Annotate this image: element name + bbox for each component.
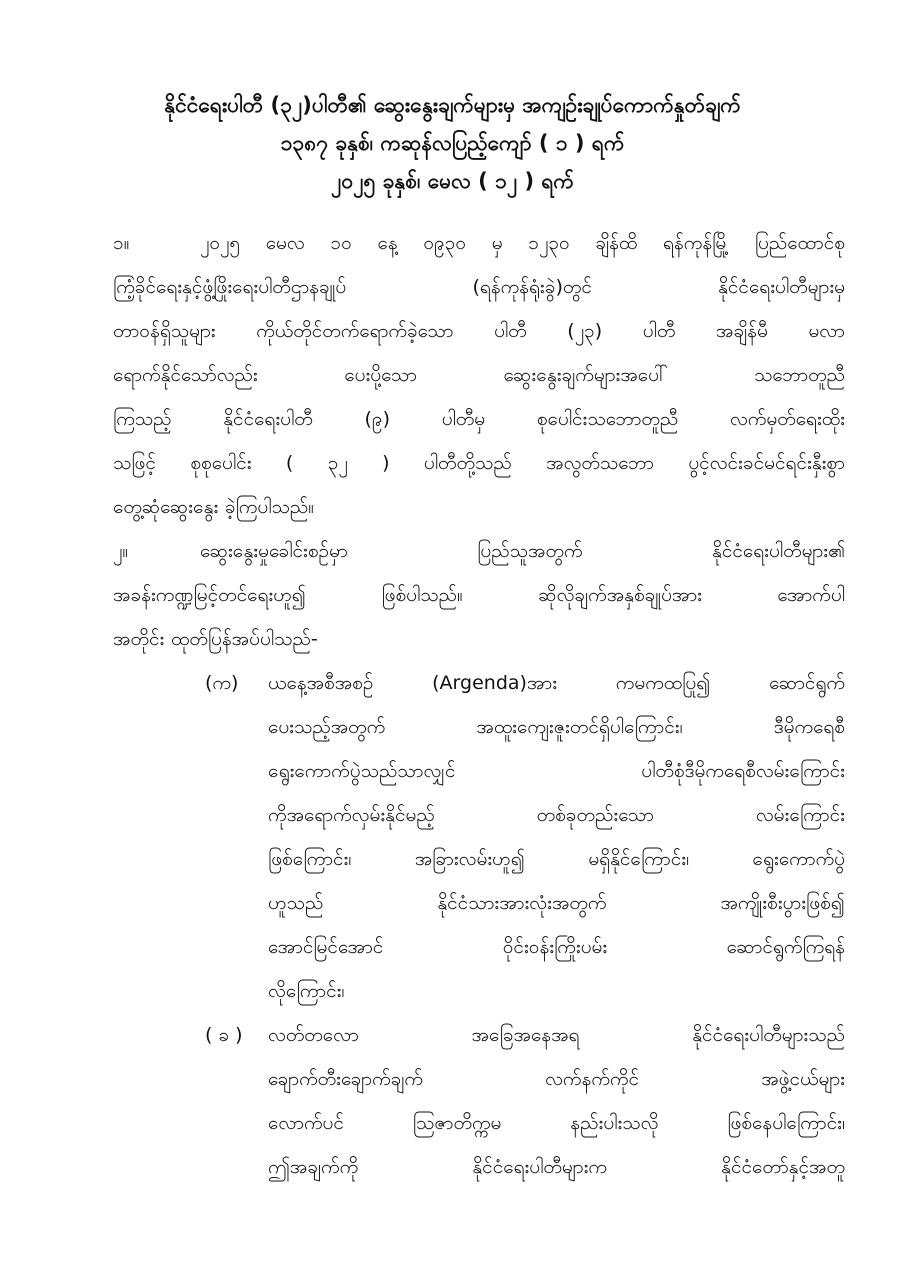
paragraph-1-number: ၁။ [113,232,130,254]
paragraph-2-line [113,580,845,610]
word: ဖြစ်ကြောင်း၊ [268,848,352,870]
word: ယနေ့အစီအစဉ် [268,672,374,694]
word: တွေ့ဆုံဆွေးနွေး [113,496,219,518]
word: ပေးသည့်အတွက် [268,716,386,738]
word: ဆိုလိုချက်အနှစ်ချုပ်အား [538,584,702,606]
word: ( [285,452,294,474]
item-ka-line [268,932,845,962]
word: ပြည်သူအတွက် [477,540,583,562]
word: ပေးပို့သော [344,364,417,386]
word: လက်နက်ကိုင် [545,1068,640,1090]
word: (၉) [364,408,390,430]
word: နိုင်ငံရေးပါတီများမှ [718,276,845,298]
word: အကျိုးစီးပွားဖြစ်၍ [720,892,845,914]
word: ၁၂၃၀ [528,232,570,254]
word: ကိုယ်တိုင်တက်ရောက်ခဲ့သော [256,320,454,342]
word: တစ်ခုတည်းသော [536,804,654,826]
word: ခဲ့ကြပါသည်။ [224,496,315,518]
word: သြဇာတိက္ကမ [412,1112,502,1134]
word: နိုင်ငံရေးပါတီ [223,408,313,430]
word: ဆွေးနွေးချက်များအပေါ် [503,364,668,386]
word: (၂၃) [567,320,603,342]
word: ပါတီ [494,320,527,342]
word: ဒီမိုကရေစီ [773,716,845,738]
word: ဤအချက်ကို [268,1156,359,1178]
word: ပါတီမှ [441,408,486,430]
word: ချိန်ထိ [595,232,638,254]
word: ဖြစ်နေပါကြောင်း၊ [727,1112,845,1134]
document-title-line-2: ၁၃၈၇ ခုနှစ်၊ ကဆုန်လပြည့်ကျော် ( ၁ ) ရက် [280,131,625,155]
word: မလာ [808,320,845,342]
paragraph-1-line [113,448,845,478]
word: နိုင်ငံရေးပါတီများ၏ [712,540,845,562]
paragraph-1-line [200,228,845,258]
word: ပါတီတို့သည် [423,452,512,474]
item-ka-line [268,888,845,918]
paragraph-1-line [113,404,845,434]
item-kha-line [268,1108,845,1138]
word: ထုတ်ပြန်အပ်ပါသည်- [170,628,318,650]
item-ka-line [268,756,845,786]
word: ဆွေးနွေးမှုခေါင်းစဉ်မှာ [200,540,348,562]
word: ရောက်နိုင်သော်လည်း [113,364,258,386]
word: ) [382,452,390,474]
word: ဟူသည် [268,892,324,914]
paragraph-2-line [113,624,845,654]
word: မရှိနိုင်ကြောင်း၊ [588,848,690,870]
word: လိုကြောင်း၊ [268,980,345,1002]
document-title-line-3: ၂၀၂၅ ခုနှစ်၊ မေလ ( ၁၂ ) ရက် [331,169,574,193]
word: လမ်းကြောင်း [755,804,845,826]
paragraph-1-line [113,360,845,390]
word: စုစုပေါင်း [190,452,252,474]
paragraph-1-line [113,316,845,346]
word: အောင်မြင်အောင် [268,936,384,958]
word: ကိုအရောက်လှမ်းနိုင်မည့် [268,804,435,826]
word: ပွင့်လင်းခင်မင်ရင်းနှီးစွာ [688,452,845,474]
word: နည်းပါးသလို [570,1112,659,1134]
item-ka-line [268,800,845,830]
word: ရွေးကောက်ပွဲသည်သာလျှင် [268,760,456,782]
word: ဝိုင်းဝန်းကြိုးပမ်း [502,936,608,958]
word: ဖြစ်ပါသည်။ [381,584,463,606]
word: ၃၂ [327,452,348,474]
word: နိုင်ငံရေးပါတီများက [472,1156,608,1178]
word: လတ်တလော [268,1024,359,1046]
item-kha-line [268,1064,845,1094]
word: အလွတ်သဘော [546,452,654,474]
word: အခန်းကဏ္ဍမြင့်တင်ရေးဟူ၍ [113,584,307,606]
word: (ရန်ကုန်ရုံးခွဲ)တွင် [472,276,592,298]
word: နေ့ [377,232,398,254]
item-ka-line [268,976,845,1006]
word: စုပေါင်းသဘောတူညီ [536,408,679,430]
word: ရန်ကုန်မြို့ [662,232,730,254]
paragraph-2-number: ၂။ [113,540,129,562]
word: ၁၀ [330,232,352,254]
word: ရွေးကောက်ပွဲ [752,848,845,870]
word: မေလ [265,232,305,254]
paragraph-1-line [113,272,845,302]
word: (Argenda)အား [432,672,558,694]
word: အောက်ပါ [777,584,845,606]
word: တာဝန်ရှိသူများ [113,320,216,342]
word: ၀၉၃၀ [423,232,467,254]
word: ကြံ့ခိုင်ရေးနှင့်ဖွံ့ဖြိုးရေးပါတီဌာနချုပ် [113,276,347,298]
word: အဖွဲ့ငယ်များ [761,1068,845,1090]
word: အတိုင်း [113,628,165,650]
word: လောက်ပင် [268,1112,344,1134]
word: သဘောတူညီ [754,364,845,386]
item-ka-label: (က) [205,672,239,694]
item-kha-label: ( ခ ) [205,1024,243,1046]
word: ၂၀၂၅ [200,232,241,254]
word: ဆောင်ရွက်ကြရန် [726,936,845,958]
paragraph-2-line [200,536,845,566]
word: အထူးကျေးဇူးတင်ရှိပါကြောင်း၊ [476,716,683,738]
word: အခြားလမ်းဟူ၍ [414,848,525,870]
word: အချိန်မီ [716,320,768,342]
word: ဆောင်ရွက် [769,672,845,694]
item-kha-line [268,1020,845,1050]
word: ပြည်ထောင်စု [754,232,845,254]
document-title-line-1: နိုင်ငံရေးပါတီ (၃၂)ပါတီ၏ ဆွေးနွေးချက်များမှ အကျဉ်းချုပ်ကောက်နှုတ်ချက် [164,93,741,117]
word: နိုင်ငံတော်နှင့်အတူ [721,1156,845,1178]
item-ka-line [268,712,845,742]
word: ကြသည့် [113,408,172,430]
item-ka-line [268,844,845,874]
word: မှ [491,232,503,254]
word: သဖြင့် [113,452,156,474]
word: ပါတီစုံဒီမိုကရေစီလမ်းကြောင်း [641,760,845,782]
word: ကမကထပြု၍ [615,672,711,694]
paragraph-1-line [113,492,845,522]
word: ချောက်တီးချောက်ချက် [268,1068,423,1090]
item-kha-line [268,1152,845,1182]
word: ပါတီ [642,320,676,342]
word: အခြေအနေအရ [471,1024,580,1046]
item-ka-line [268,668,845,698]
word: လက်မှတ်ရေးထိုး [729,408,845,430]
word: နိုင်ငံရေးပါတီများသည် [692,1024,845,1046]
word: နိုင်ငံသားအားလုံးအတွက် [437,892,607,914]
